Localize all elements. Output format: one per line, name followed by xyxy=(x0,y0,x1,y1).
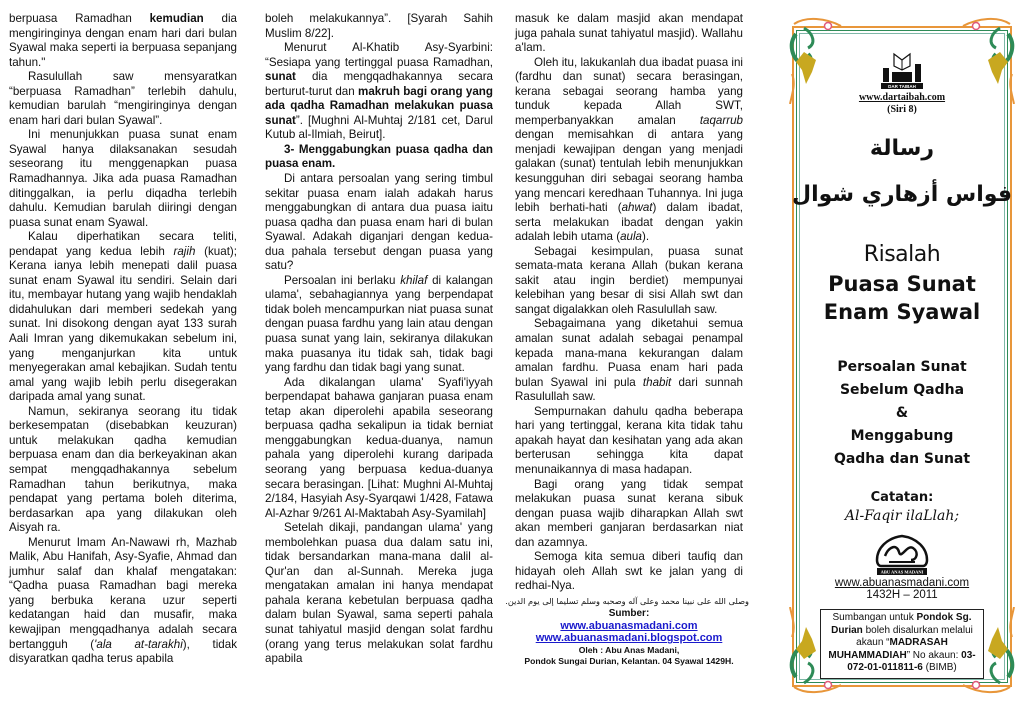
paragraph xyxy=(265,41,493,143)
cover-panel xyxy=(786,14,1018,697)
italic-text: thabit xyxy=(642,375,672,389)
bold-text: makruh bagi orang yang ada qadha Ramadhan melakukan puasa sunat xyxy=(265,84,493,127)
paragraph: Namun, sekiranya seorang itu tidak berkesempatan (disebabkan keuzuran) untuk melakukan qadha kemudian berpuasa enam dan dia berkeyakinan akan sempat mengqadhakannya sebelum Ramadhan tahun berikutnya, maka pendapat yang pertama boleh diterima, berdasarkan apa yang dilakukan oleh Aisyah ra. xyxy=(9,404,237,535)
subtitle-line: Menggabung xyxy=(850,428,954,444)
text: ”. [Mughni Al-Muhtaj 2/181 cet, Darul Kutub al-Ilmiah, Beirut]. xyxy=(265,113,493,142)
text: ), tidak disyaratkan qadha terus apabila xyxy=(9,637,237,666)
paragraph: Sebagai kesimpulan, puasa sunat semata-mata kerana Allah (bukan kerana sakit atau ingin berdiet) mempunyai kelebihan yang besar di sisi Allah swt dan sangat digalakkan oleh Rasulullah saw. xyxy=(515,244,743,316)
arabic-closing-prayer: وصلى الله على نبينا محمد وعلى آله وصحبه وسلم تسليما إلى يوم الدين. xyxy=(505,595,749,606)
italic-text: aula xyxy=(620,230,642,244)
author-credit: Oleh : Abu Anas Madani, xyxy=(578,644,680,655)
text: berpuasa Ramadhan xyxy=(9,12,150,25)
risalah-label: Risalah xyxy=(863,242,941,267)
account-number: 03-072-01-011811-6 xyxy=(847,649,976,674)
text: (kuat); Kerana ianya lebih menepati dalil puasa sunat enam Syawal itu sendiri. Selain dari itu, membayar hutang yang wajib hendaklah didahulukan dari memberi sedekah yang sunat. Ini disokong dengan ayat 133 surah Aali Imran yang dikemukakan sebelum ini, yang menganjurkan kita untuk menyegerakan amal kebajikan. Sudah tentu amal yang wajib lebih perlu disegerakan daripada amal yang sunat. xyxy=(9,244,238,404)
text: dia mengqadhakannya secara berturut-turut dan xyxy=(265,70,493,98)
cover-subtitle xyxy=(786,356,1018,471)
notes-label: Catatan: xyxy=(870,490,934,505)
text: Oleh itu, lakukanlah dua ibadat puasa ini (fardhu dan sunat) secara berasingan, kerana sebagai seorang hamba yang tunduk kepada Allah SWT, memperbanyakkan amalan xyxy=(515,55,743,127)
bold-text: sunat xyxy=(265,70,296,84)
paragraph: Di antara persoalan yang sering timbul sekitar puasa enam ialah adakah harus menggabungkan di antara dua puasa iaitu puasa qadha dan puasa enam hari di bulan Syawal. Adakah diganjari dengan kedua-dua pahala tersebut dengan puasa yang satu? xyxy=(265,172,493,273)
text: dengan memisahkan di antara yang menjadi kewajipan dengan yang menjadi galakan (sunat) tentulah lebih menunjukkan kesungguhan diri sebagai seorang hamba yang mencari keredhaan Tuhannya. Ini juga lebih berhati-hati ( xyxy=(515,128,743,215)
subtitle-line: & xyxy=(895,405,909,421)
paragraph xyxy=(9,12,237,70)
abuanasmadani-url[interactable]: www.abuanasmadani.com xyxy=(834,577,970,589)
paragraph: boleh melakukannya”. [Syarah Sahih Muslim 8/22]. xyxy=(265,12,493,40)
text: dia mengiringinya dengan enam hari dari bulan Syawal maka seperti ia berpuasa sepanjang tahun." xyxy=(9,12,237,69)
bold-text: Pondok Sg. Durian xyxy=(831,612,972,636)
text: ). xyxy=(641,230,650,244)
text-column-2 xyxy=(265,12,493,667)
series-number: (Siri 8) xyxy=(887,104,917,115)
subtitle-line: Qadha dan Sunat xyxy=(833,451,971,467)
text: dari sunnah Rasulullah saw. xyxy=(515,375,743,404)
dartaibah-url[interactable]: www.dartaibah.com xyxy=(858,92,946,103)
paragraph: Ada dikalangan ulama' Syafi'iyyah berpendapat bahawa ganjaran puasa enam tetap akan diperolehi apabila seseorang berpuasa qadha sekalipun ia tidak berniat menggabungkan kedua-duanya, namun pahala yang diperolehi kurang daripada seorang yang berpuasa kedua-duanya secara berasingan. [Lihat: Mughni Al-Muhtaj 2/184, Hasyiah Asy-Syarqawi 1/428, Fatawa Al-Azhar 9/261 Al-Maktabah Asy-Syamilah] xyxy=(265,375,493,520)
dar-taibah-logo xyxy=(786,52,1018,95)
italic-text: taqarrub xyxy=(699,113,743,127)
paragraph xyxy=(9,230,237,405)
text: di kalangan ulama', sebahagiannya yang berpendapat tidak boleh mencampurkan niat puasa sunat dengan puasa fardhu yang lain atau dengan puasa sunat yang lain, sekiranya dilakukan maka puasanya itu tidak sah, tidak bagi yang fardhu dan tidak bagi yang sunat. xyxy=(265,273,493,375)
donation-box xyxy=(820,609,984,679)
bold-text: kemudian xyxy=(149,12,204,25)
text: Sumbangan untuk xyxy=(832,612,917,623)
abu-anas-madani-calligraphy-logo xyxy=(786,534,1018,581)
source-link-blog[interactable]: www.abuanasmadani.blogspot.com xyxy=(535,632,723,645)
text: ” No akaun: xyxy=(906,649,962,661)
paragraph: Ini menunjukkan puasa sunat enam Syawal hanya dilaksanakan sesudah seseorang itu menggenapkan puasa Ramadhannya. Jika ada puasa Ramadhan ditinggalkan, ia perlu diqadha terlebih dahulu. Kemudian barulah diiringi dengan puasa sunat enam Syawal. xyxy=(9,128,237,229)
text: Persoalan ini berlaku xyxy=(284,273,401,287)
italic-text: khilaf xyxy=(400,273,428,287)
bold-text: MADRASAH MUHAMMADIAH xyxy=(828,637,948,661)
paragraph xyxy=(265,274,493,376)
publication-year: 1432H – 2011 xyxy=(866,589,938,601)
paragraph xyxy=(515,56,743,245)
text: Menurut Imam An-Nawawi rh, Mazhab Malik, Abu Hanifah, Asy-Syafie, Ahmad dan jumhur salaf dan khalaf mengatakan: “Qadha puasa Ramadhan bagi mereka yang berbuka kerana uzur seperti kedatangan haid dan musafir, maka kewajipan mengqadhanya adalah secara bertangguh ( xyxy=(9,535,237,651)
section-heading: 3- Menggabungkan puasa qadha dan puasa enam. xyxy=(265,142,493,171)
text: boleh disalurkan melalui akaun “ xyxy=(856,624,973,649)
paragraph: Sempurnakan dahulu qadha beberapa hari yang tertinggal, kerana kita tidak tahu apakah hayat dan kesihatan yang ada akan berterusan sehingga kita dapat menunaikannya di masa hadapan. xyxy=(515,404,743,476)
subtitle-line: Sebelum Qadha xyxy=(839,382,965,398)
book-mosque-logo-icon xyxy=(879,52,925,90)
italic-text: rajih xyxy=(173,244,196,258)
arabic-title-risalah: رسالة xyxy=(869,136,935,161)
paragraph: Setelah dikaji, pandangan ulama' yang membolehkan puasa dua dalam satu ini, tidak bersandarkan mana-mana dalil al-Qur'an dan al-Sunnah. Mereka juga mengatakan amalan ini hanya mendapat pahala kerana kebetulan berpuasa qadha dalam bulan Syawal, sama seperti pahala sunat tahiyatul masjid dengan solat fardhu (orang yang terus melakukan solat fardhu apabila xyxy=(265,521,493,666)
text: Menurut Al-Khatib Asy-Syarbini: “Sesiapa yang tertinggal puasa Ramadhan, xyxy=(265,41,493,69)
italic-text: 'ala at-tarakhi xyxy=(94,637,183,651)
paragraph xyxy=(515,317,743,404)
logo-caption: ABU ANAS MADANI xyxy=(880,569,924,575)
paragraph: Rasulullah saw mensyaratkan “berpuasa Ramadhan” terlebih dahulu, kemudian barulah “mengiringinya dengan enam hari dari bulan Syawal”. xyxy=(9,70,237,127)
paragraph xyxy=(9,536,237,667)
text: (BIMB) xyxy=(922,662,957,674)
cover-title-line1: Puasa Sunat xyxy=(828,272,976,296)
cover-title-line2: Enam Syawal xyxy=(823,300,981,324)
text: ) dalam ibadat, serta melakukan ibadat dengan yakin adalah lebih utama ( xyxy=(515,201,743,244)
text: Kalau diperhatikan secara teliti, pendapat yang kedua lebih xyxy=(9,230,237,258)
source-label: Sumber: xyxy=(608,607,650,619)
paragraph: masuk ke dalam masjid akan mendapat juga pahala sunat tahiyatul masjid). Wallahu a'lam. xyxy=(515,12,743,55)
source-link-website[interactable]: www.abuanasmadani.com xyxy=(560,619,698,632)
text: Sebagaimana yang diketahui semua amalan sunat adalah sebagai penampal kepada mana-mana kekurangan dalam amalan fardhu. Puasa enam hari pada bulan Syawal ini pula xyxy=(515,317,743,389)
paragraph: Bagi orang yang tidak sempat melakukan puasa sunat kerana sibuk dengan puasa wajib diharapkan Allah swt akan memberi ganjaran berdasarkan niat dan azamnya. xyxy=(515,477,743,549)
text-column-3 xyxy=(505,12,749,667)
arabic-title-main: فواس أزهاري شوال xyxy=(791,182,1013,207)
author-location-date: Pondok Sungai Durian, Kelantan. 04 Syawal 1429H. xyxy=(524,655,734,666)
paragraph: Semoga kita semua diberi taufiq dan hidayah oleh Allah swt ke jalan yang di redhai-Nya. xyxy=(515,550,743,593)
subtitle-line: Persoalan Sunat xyxy=(837,359,967,375)
logo-caption: DAR TAIBAH xyxy=(888,84,916,89)
italic-text: ahwat xyxy=(621,201,653,215)
author-honorific: Al-Faqir ilaLlah; xyxy=(844,508,960,524)
text-column-1 xyxy=(9,12,237,667)
calligraphy-emblem-icon xyxy=(869,534,935,576)
